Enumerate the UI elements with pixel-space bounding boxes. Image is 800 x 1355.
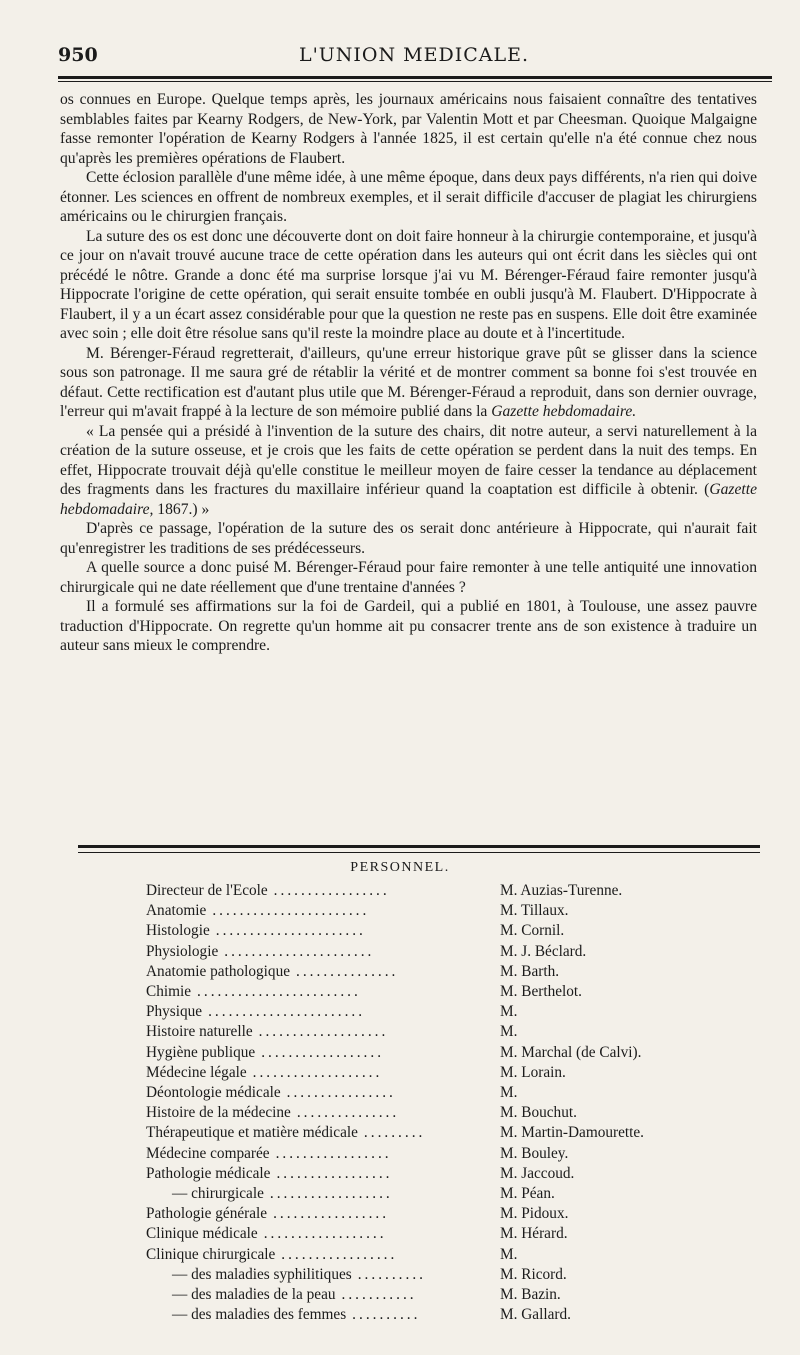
personnel-chair: Chimie xyxy=(146,983,192,1000)
personnel-professor: M. Gallard. xyxy=(500,1306,571,1324)
personnel-row xyxy=(0,1225,800,1247)
section-rule xyxy=(78,845,760,848)
section-rule-thin xyxy=(78,852,760,853)
personnel-row xyxy=(0,1185,800,1207)
personnel-professor: M. Cornil. xyxy=(500,922,565,940)
dot-leader: ................. xyxy=(276,1164,393,1182)
quotation-text: « La pensée qui a présidé à l'invention de la suture des chairs, dit notre auteur, a servi naturellement à la création de la suture osseuse, et je crois que les faits de cette opération se perdent dans la nuit des temps. En effet, Hippocrate trouvait déjà qu'elle constitue le meilleur moyen de faire cesser la tendance au déplacement des fragments dans les fractures du maxillaire inférieur quand la coaptation est difficile à obtenir. xyxy=(60,422,757,498)
article-paragraph-1: os connues en Europe. Quelque temps après, les journaux américains nous faisaient connaître des tentatives semblables faites par Kearny Rodgers, de New-York, par Valentin Mott et par Cheesman. Quoique Malgaigne fasse remonter l'opération de Kearny Rodgers à l'année 1825, il est certain qu'elle n'a été connue chez nous qu'après les premières opérations de Flaubert. xyxy=(60,91,757,167)
dot-leader: ................. xyxy=(273,1205,390,1223)
personnel-professor: M. Ricord. xyxy=(500,1265,567,1283)
personnel-chair: Hygiène publique xyxy=(146,1043,256,1061)
personnel-professor: M. Péan. xyxy=(500,1185,555,1202)
personnel-chair: Directeur de l'Ecole xyxy=(146,882,268,899)
gazette-reference: Gazette hebdomadaire. xyxy=(491,403,637,420)
personnel-chair: — des maladies syphilitiques xyxy=(172,1265,352,1283)
article-paragraph-3: La suture des os est donc une découverte dont on doit faire honneur à la chirurgie contemporaine, et jusqu'à ce jour on n'avait trouvé aucune trace de cette opération dans les auteurs qui ont écrit dans les siècles qui ont précédé le nôtre. Grande a donc été ma surprise lorsque j'ai vu M. Bérenger-Féraud faire remonter jusqu'à Hippocrate l'origine de cette opération, qui serait ensuite tombée en oubli jusqu'à M. Flaubert. D'Hippocrate à Flaubert, il y a un écart assez considérable pour que la question ne reste pas en suspens. Elle doit être examinée avec soin ; elle doit être résolue sans qu'il reste la moindre place au doute et à l'incertitude. xyxy=(60,227,757,342)
header-rule-thin xyxy=(58,81,772,82)
personnel-chair: — des maladies de la peau xyxy=(172,1286,336,1303)
personnel-row xyxy=(0,1044,800,1066)
personnel-row xyxy=(0,963,800,985)
personnel-chair: Histologie xyxy=(146,922,210,940)
paragraph-4-text: M. Bérenger-Féraud regretterait, d'ailleurs, qu'une erreur historique grave pût se glisser dans la science sous son patronage. Il me saura gré de rétablir la vérité et de montrer comment sa bonne foi s'est trouvée en défaut. Cette rectification est d'autant plus utile que M. Bérenger-Féraud a reproduit, dans son dernier ouvrage, l'erreur qui m'avait frappé à la lecture de son mémoire publié dans la xyxy=(60,344,757,420)
dot-leader: ......... xyxy=(363,1124,426,1142)
personnel-professor: M. xyxy=(500,1245,518,1263)
article-paragraph-2: Cette éclosion parallèle d'une même idée, à une même époque, dans deux pays différents, n'a rien qui doive étonner. Les sciences en offrent de nombreux exemples, et il serait difficile d'accuser de plagiat les chirurgiens américains ou le chirurgien français. xyxy=(60,169,757,225)
personnel-row xyxy=(0,1266,800,1288)
dot-leader: ................ xyxy=(286,1084,396,1101)
personnel-chair: Anatomie xyxy=(146,902,207,920)
personnel-professor: M. Bouley. xyxy=(500,1144,569,1162)
personnel-row xyxy=(0,1145,800,1167)
personnel-chair: Pathologie générale xyxy=(146,1205,268,1223)
dot-leader: .......... xyxy=(357,1265,426,1283)
personnel-row xyxy=(0,902,800,924)
dot-leader: .................. xyxy=(269,1185,393,1202)
citation-journal: Gazette hebdomadaire, xyxy=(60,481,757,518)
personnel-chair: Clinique médicale xyxy=(146,1225,258,1243)
personnel-professor: M. Auzias-Turenne. xyxy=(500,882,623,899)
header-rule xyxy=(58,76,772,79)
article-paragraph-8: Il a formulé ses affirmations sur la foi de Gardeil, qui a publié en 1801, à Toulouse, une assez pauvre traduction d'Hippocrate. On regrette qu'un homme ait pu consacrer trente ans de son existence à traduire un auteur sans mieux le comprendre. xyxy=(60,598,757,654)
personnel-row xyxy=(0,1064,800,1086)
personnel-chair: — chirurgicale xyxy=(172,1185,264,1202)
personnel-professor: M. Marchal (de Calvi). xyxy=(500,1043,642,1061)
personnel-chair: — des maladies des femmes xyxy=(172,1306,347,1324)
article-paragraph-6: D'après ce passage, l'opération de la suture des os serait donc antérieure à Hippocrate, qui n'aurait fait qu'enregistrer les traditions de ses prédécesseurs. xyxy=(60,520,757,557)
personnel-professor: M. Bouchut. xyxy=(500,1104,577,1122)
personnel-chair: Histoire naturelle xyxy=(146,1023,253,1041)
personnel-chair: Physique xyxy=(146,1003,203,1021)
dot-leader: ............... xyxy=(296,962,399,980)
article-paragraph-5 xyxy=(60,422,757,520)
personnel-row xyxy=(0,983,800,1005)
article-paragraph-4 xyxy=(60,344,757,422)
personnel-chair: Pathologie médicale xyxy=(146,1164,271,1182)
personnel-professor: M. Pidoux. xyxy=(500,1205,569,1223)
dot-leader: ...................... xyxy=(224,942,375,960)
dot-leader: ....................... xyxy=(212,902,370,920)
personnel-row xyxy=(0,943,800,965)
personnel-chair: Thérapeutique et matière médicale xyxy=(146,1124,358,1142)
personnel-professor: M. xyxy=(500,1003,518,1021)
dot-leader: ....................... xyxy=(208,1003,366,1021)
personnel-professor: M. Martin-Damourette. xyxy=(500,1124,645,1142)
dot-leader: ................. xyxy=(275,1144,392,1162)
personnel-chair: Anatomie pathologique xyxy=(146,962,291,980)
article-paragraph-7: A quelle source a donc puisé M. Bérenger-Féraud pour faire remonter à une telle antiquité une innovation chirurgicale qui ne date réellement que d'une trentaine d'années ? xyxy=(60,559,757,596)
page-number: 950 xyxy=(58,44,98,66)
page-header xyxy=(58,40,770,70)
personnel-professor: M. Bazin. xyxy=(500,1286,561,1303)
personnel-row xyxy=(0,922,800,944)
personnel-row xyxy=(0,1205,800,1227)
personnel-row xyxy=(0,882,800,904)
personnel-professor: M. Hérard. xyxy=(500,1225,568,1243)
personnel-professor: M. Tillaux. xyxy=(500,902,569,920)
personnel-professor: M. xyxy=(500,1084,518,1101)
dot-leader: .................. xyxy=(263,1225,387,1243)
citation-open: ( xyxy=(704,481,710,498)
dot-leader: .......... xyxy=(352,1306,421,1324)
dot-leader: ........................ xyxy=(197,983,361,1000)
personnel-professor: M. xyxy=(500,1023,518,1041)
personnel-title: PERSONNEL. xyxy=(350,860,450,875)
personnel-professor: M. J. Béclard. xyxy=(500,942,587,960)
personnel-professor: M. Berthelot. xyxy=(500,983,582,1000)
personnel-professor: M. Lorain. xyxy=(500,1063,566,1081)
personnel-chair: Médecine légale xyxy=(146,1063,247,1081)
article-body xyxy=(60,90,757,656)
personnel-row xyxy=(0,1104,800,1126)
dot-leader: ................. xyxy=(281,1245,398,1263)
personnel-professor: M. Barth. xyxy=(500,962,560,980)
personnel-professor: M. Jaccoud. xyxy=(500,1164,575,1182)
dot-leader: ................... xyxy=(252,1063,383,1081)
dot-leader: ............... xyxy=(296,1104,400,1122)
personnel-row xyxy=(0,1286,800,1308)
citation-close: 1867.) » xyxy=(153,500,210,518)
dot-leader: ........... xyxy=(341,1286,417,1303)
dot-leader: ................. xyxy=(273,882,390,899)
personnel-chair: Déontologie médicale xyxy=(146,1084,281,1101)
dot-leader: ................... xyxy=(258,1023,389,1041)
dot-leader: .................. xyxy=(261,1043,385,1061)
personnel-row xyxy=(0,1084,800,1106)
personnel-row xyxy=(0,1246,800,1268)
personnel-chair: Histoire de la médecine xyxy=(146,1104,291,1122)
personnel-row xyxy=(0,1023,800,1045)
personnel-chair: Physiologie xyxy=(146,942,219,960)
personnel-row xyxy=(0,1124,800,1146)
personnel-chair: Médecine comparée xyxy=(146,1144,270,1162)
journal-title: L'UNION MEDICALE. xyxy=(298,44,530,66)
personnel-row xyxy=(0,1165,800,1187)
dot-leader: ...................... xyxy=(215,922,366,940)
personnel-row xyxy=(0,1003,800,1025)
personnel-row xyxy=(0,1306,800,1328)
personnel-chair: Clinique chirurgicale xyxy=(146,1245,276,1263)
